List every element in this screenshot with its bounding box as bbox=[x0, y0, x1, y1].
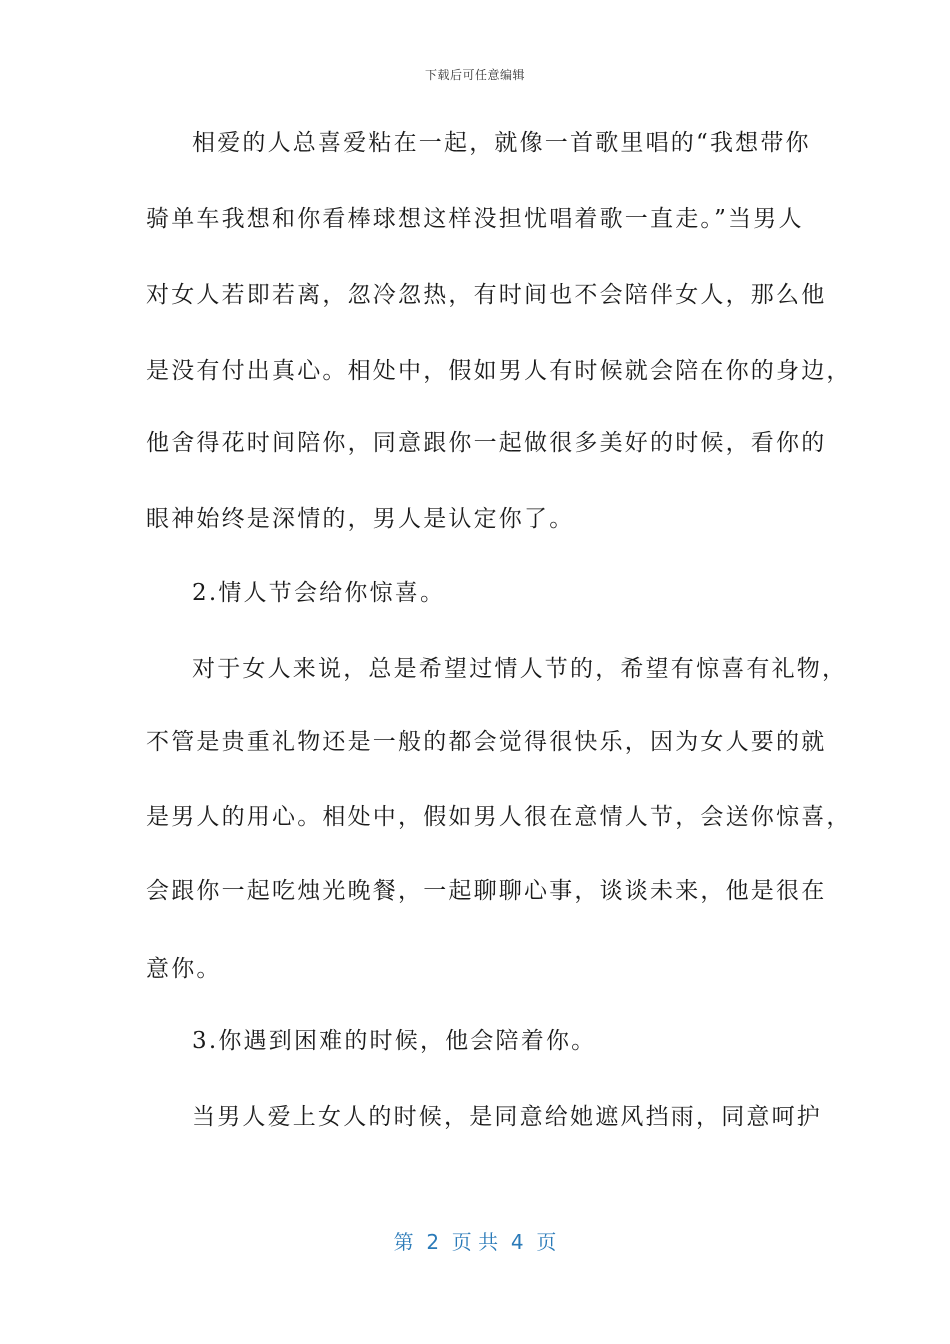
text-line: 是男人的用心。相处中，假如男人很在意情人节，会送你惊喜， bbox=[146, 804, 852, 830]
text-line: 骑单车我想和你看棒球想这样没担忧唱着歌一直走。”当男人 bbox=[146, 206, 804, 232]
page-header: 下载后可任意编辑 bbox=[424, 68, 525, 82]
text-line: 是没有付出真心。相处中，假如男人有时候就会陪在你的身边， bbox=[146, 358, 852, 384]
page-number-footer: 第 2 页 共 4 页 bbox=[393, 1230, 557, 1254]
text-line: 对女人若即若离，忽冷忽热，有时间也不会陪伴女人，那么他 bbox=[146, 282, 827, 308]
text-line: 相爱的人总喜爱粘在一起，就像一首歌里唱的“我想带你 bbox=[192, 130, 811, 156]
section-heading: 3.你遇到困难的时候，他会陪着你。 bbox=[192, 1028, 597, 1054]
text-line: 会跟你一起吃烛光晚餐，一起聊聊心事，谈谈未来，他是很在 bbox=[146, 878, 827, 904]
text-line: 他舍得花时间陪你，同意跟你一起做很多美好的时候，看你的 bbox=[146, 430, 827, 456]
text-line: 当男人爱上女人的时候，是同意给她遮风挡雨，同意呵护 bbox=[192, 1104, 822, 1130]
text-line: 意你。 bbox=[146, 956, 222, 982]
text-line: 眼神始终是深情的，男人是认定你了。 bbox=[146, 506, 575, 532]
text-line: 对于女人来说，总是希望过情人节的，希望有惊喜有礼物， bbox=[192, 656, 848, 682]
text-line: 不管是贵重礼物还是一般的都会觉得很快乐，因为女人要的就 bbox=[146, 729, 827, 755]
section-heading: 2.情人节会给你惊喜。 bbox=[192, 580, 446, 606]
